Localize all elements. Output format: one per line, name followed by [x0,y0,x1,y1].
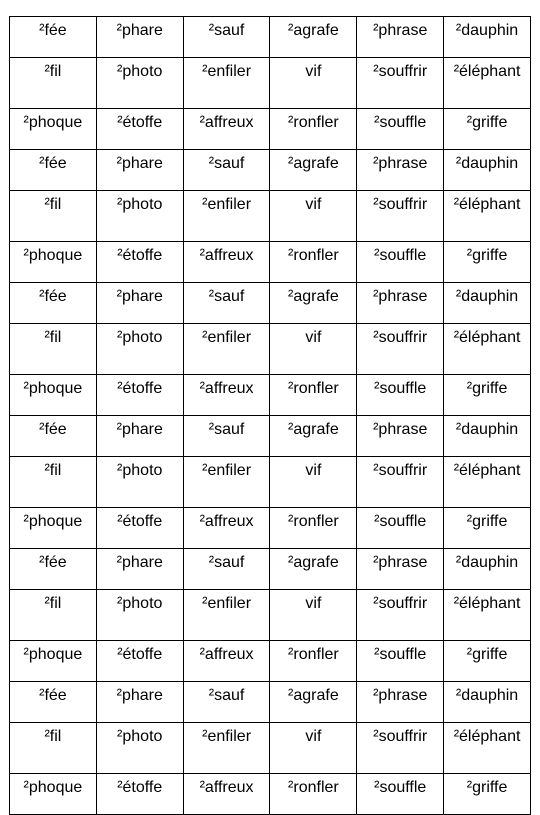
word-cell: ²affreux [183,774,270,815]
table-row [10,590,531,641]
word-cell: ²souffle [357,774,444,815]
word-cell: ²affreux [183,508,270,549]
word-cell: ²fée [10,682,97,723]
word-cell: ²enfiler [183,457,270,508]
word-cell: ²souffle [357,375,444,416]
word-cell: ²sauf [183,283,270,324]
word-cell: ²enfiler [183,324,270,375]
word-cell: ²phoque [10,774,97,815]
table-row [10,324,531,375]
word-cell: vif [270,723,357,774]
word-cell: ²fée [10,549,97,590]
word-cell: ²fil [10,324,97,375]
word-cell: vif [270,191,357,242]
word-cell: ²étoffe [96,508,183,549]
word-cell: ²photo [96,590,183,641]
word-cell: ²affreux [183,242,270,283]
word-cell: ²sauf [183,17,270,58]
table-row [10,191,531,242]
word-cell: ²étoffe [96,375,183,416]
word-cell: ²dauphin [444,416,531,457]
word-cell: ²enfiler [183,590,270,641]
word-cell: ²souffrir [357,457,444,508]
word-cell: ²sauf [183,682,270,723]
word-cell: ²agrafe [270,283,357,324]
table-row [10,375,531,416]
word-cell: ²phare [96,283,183,324]
word-cell: ²griffe [444,774,531,815]
word-cell: ²fil [10,191,97,242]
word-cell: ²souffle [357,508,444,549]
word-cell: ²dauphin [444,682,531,723]
word-cell: ²phare [96,150,183,191]
word-cell: ²éléphant [444,457,531,508]
word-cell: ²ronfler [270,375,357,416]
word-cell: ²agrafe [270,549,357,590]
word-cell: ²sauf [183,549,270,590]
word-cell: ²affreux [183,109,270,150]
word-cell: ²phoque [10,641,97,682]
table-row [10,58,531,109]
table-row [10,283,531,324]
word-cell: ²enfiler [183,58,270,109]
word-cell: ²enfiler [183,191,270,242]
word-cell: vif [270,58,357,109]
word-cell: ²souffle [357,109,444,150]
word-cell: ²agrafe [270,682,357,723]
word-cell: ²étoffe [96,242,183,283]
word-cell: ²phoque [10,109,97,150]
word-cell: ²étoffe [96,774,183,815]
word-cell: ²fil [10,58,97,109]
word-cell: ²éléphant [444,723,531,774]
word-cell: ²griffe [444,109,531,150]
word-cell: ²phare [96,17,183,58]
word-cell: ²souffrir [357,590,444,641]
word-cell: ²agrafe [270,17,357,58]
word-cell: ²photo [96,324,183,375]
word-cell: ²ronfler [270,508,357,549]
word-cell: ²phrase [357,17,444,58]
word-cell: ²sauf [183,416,270,457]
word-cell: ²phrase [357,150,444,191]
table-row [10,242,531,283]
word-cell: ²ronfler [270,109,357,150]
word-cell: ²fil [10,590,97,641]
word-cell: ²phrase [357,682,444,723]
word-cell: ²phoque [10,242,97,283]
word-cell: ²souffrir [357,58,444,109]
word-cell: ²phrase [357,416,444,457]
word-cell: ²étoffe [96,641,183,682]
word-cell: ²fée [10,150,97,191]
word-cell: ²phrase [357,283,444,324]
word-cell: ²éléphant [444,324,531,375]
table-row [10,682,531,723]
table-row [10,508,531,549]
word-cell: ²ronfler [270,242,357,283]
word-cell: ²photo [96,191,183,242]
word-cell: ²souffle [357,641,444,682]
word-cell: ²souffrir [357,324,444,375]
word-cell: vif [270,590,357,641]
word-cell: ²dauphin [444,549,531,590]
word-cell: ²souffrir [357,723,444,774]
word-cell: ²agrafe [270,150,357,191]
word-cell: ²fée [10,283,97,324]
word-cell: ²affreux [183,641,270,682]
table-row [10,109,531,150]
word-cell: vif [270,324,357,375]
word-cell: ²photo [96,723,183,774]
word-cell: ²phare [96,549,183,590]
table-row [10,549,531,590]
table-row [10,641,531,682]
word-cell: ²étoffe [96,109,183,150]
word-cell: ²griffe [444,375,531,416]
word-cell: ²dauphin [444,150,531,191]
word-cell: ²griffe [444,242,531,283]
word-cell: ²photo [96,58,183,109]
word-cell: ²phare [96,682,183,723]
word-cell: ²ronfler [270,641,357,682]
table-row [10,17,531,58]
word-cell: ²fil [10,723,97,774]
word-cell: ²affreux [183,375,270,416]
word-cell: ²souffle [357,242,444,283]
word-cell: ²sauf [183,150,270,191]
word-cell: ²griffe [444,508,531,549]
word-cell: vif [270,457,357,508]
word-cell: ²phoque [10,375,97,416]
word-cell: ²éléphant [444,191,531,242]
word-cell: ²éléphant [444,58,531,109]
word-table [9,16,531,815]
word-cell: ²souffrir [357,191,444,242]
word-cell: ²fée [10,416,97,457]
word-cell: ²griffe [444,641,531,682]
word-cell: ²phoque [10,508,97,549]
word-cell: ²ronfler [270,774,357,815]
word-cell: ²phare [96,416,183,457]
word-cell: ²enfiler [183,723,270,774]
word-cell: ²phrase [357,549,444,590]
word-cell: ²agrafe [270,416,357,457]
word-cell: ²fil [10,457,97,508]
word-cell: ²dauphin [444,17,531,58]
table-row [10,457,531,508]
word-cell: ²photo [96,457,183,508]
table-row [10,416,531,457]
word-cell: ²dauphin [444,283,531,324]
table-row [10,150,531,191]
word-cell: ²éléphant [444,590,531,641]
word-table-body [10,17,531,815]
word-cell: ²fée [10,17,97,58]
table-row [10,723,531,774]
